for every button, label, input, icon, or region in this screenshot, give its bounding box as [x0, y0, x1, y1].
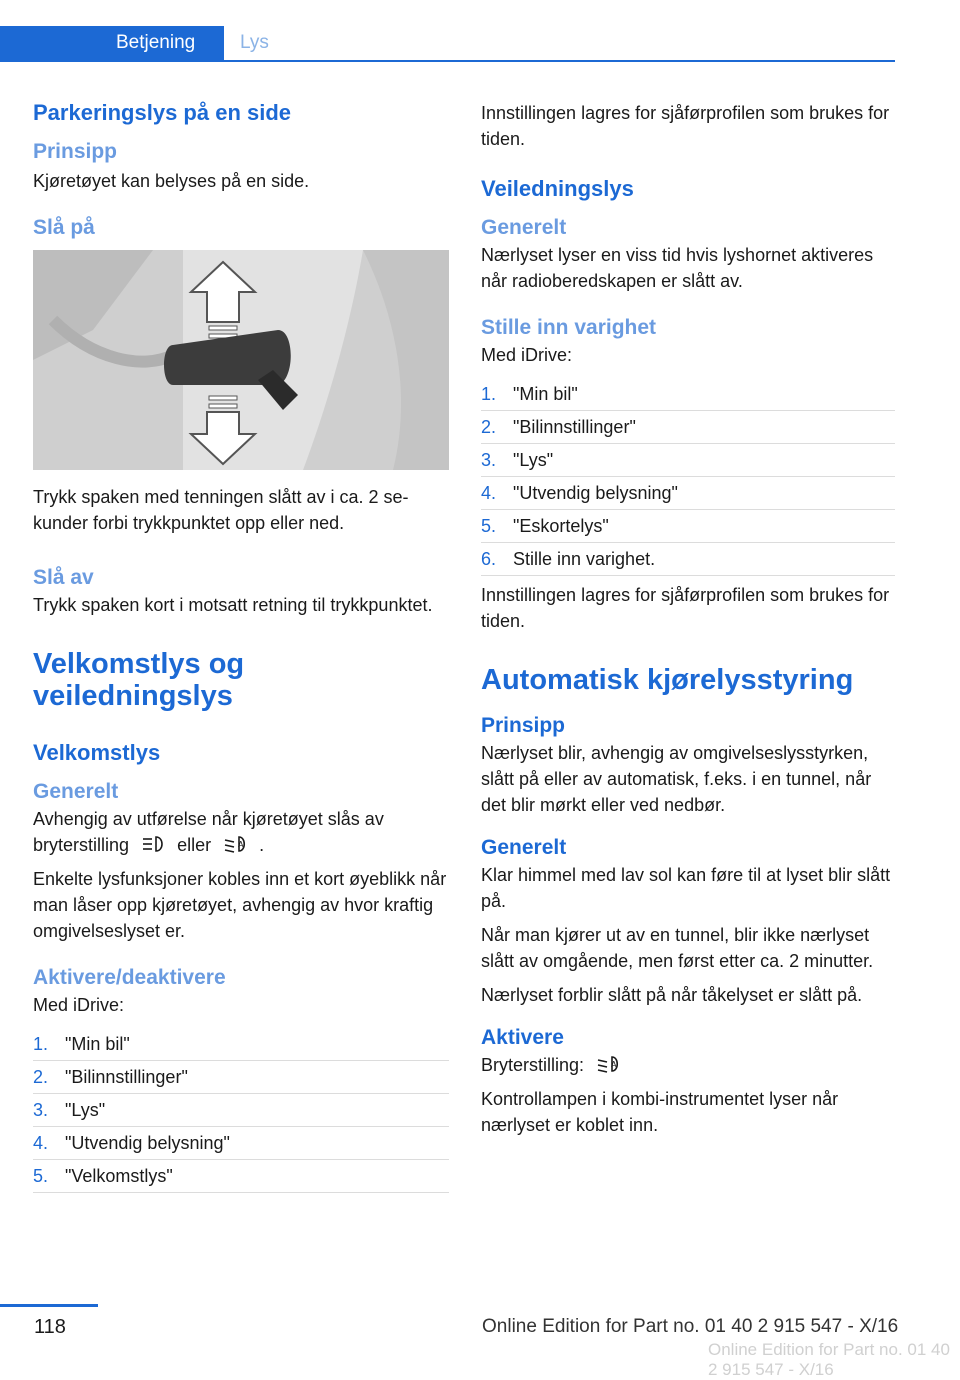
idrive-steps-velkomstlys [33, 1028, 449, 1193]
heading-prinsipp-auto: Prinsipp [481, 714, 566, 737]
parking-light-switch-icon [140, 834, 166, 854]
heading-automatisk-kjorelysstyring: Automatisk kjørelysstyring [481, 664, 854, 696]
left-column [33, 100, 449, 1199]
tab-betjening[interactable]: Betjening [0, 26, 224, 60]
text-generelt-a [33, 806, 449, 858]
text-med-idrive-right: Med iDrive: [481, 345, 573, 365]
heading-generelt-auto: Generelt [481, 836, 567, 859]
list-item: 4. "Utvendig belysning" [481, 477, 895, 510]
list-item: 5. "Velkomstlys" [33, 1160, 449, 1193]
auto-light-switch-icon [222, 834, 248, 854]
text-prinsipp-auto: Nærlyset blir, avhengig av omgivelseslysstyrken, slått på eller av automatisk, f.eks. i en tunnel, når det blir mørkt eller ved nedbør. [481, 743, 872, 815]
watermark: Online Edition for Part no. 01 40 2 915 547 - X/16 [708, 1340, 950, 1379]
stalk-illustration [33, 250, 449, 470]
right-column [481, 100, 895, 1146]
list-item: 1. "Min bil" [481, 378, 895, 411]
heading-stille-inn-varighet: Stille inn varighet [481, 316, 657, 339]
list-item: 1. "Min bil" [33, 1028, 449, 1061]
heading-aktivere: Aktivere [481, 1026, 564, 1049]
text-bryterstilling: Bryterstilling: A [481, 1052, 895, 1078]
idrive-steps-eskortelys [481, 378, 895, 576]
text-sla-av: Trykk spaken kort i motsatt retning til trykkpunktet. [33, 595, 433, 615]
text-lagres-2: Innstillingen lagres for sjåførprofilen som brukes for tiden. [481, 585, 890, 631]
list-item: 3. "Lys" [33, 1094, 449, 1127]
auto-light-switch-icon [595, 1054, 621, 1074]
heading-parkeringslys: Parkeringslys på en side [33, 100, 292, 125]
heading-veiledningslys: Veiledningslys [481, 176, 634, 201]
text-kontrollampen: Kontrollampen i kombi-instrumentet lyser når nærlyset er koblet inn. [481, 1089, 839, 1135]
text-prinsipp: Kjøretøyet kan belyses på en side. [33, 171, 310, 191]
footer-rule [0, 1304, 98, 1307]
edition-info: Online Edition for Part no. 01 40 2 915 547 - X/16 [482, 1316, 899, 1337]
heading-generelt-veiledning: Generelt [481, 216, 567, 239]
text-med-idrive: Med iDrive: [33, 995, 125, 1015]
svg-text:A: A [238, 840, 244, 849]
list-item: 4. "Utvendig belysning" [33, 1127, 449, 1160]
text-sla-pa: Trykk spaken med tenningen slått av i ca. 2 sekunder forbi trykkpunktet opp eller ned. [33, 487, 409, 533]
heading-velkomstlys: Velkomstlys [33, 740, 161, 765]
heading-velkomstlys-og-veiledningslys: Velkomstlys og veiledningslys [33, 648, 245, 712]
heading-prinsipp: Prinsipp [33, 140, 118, 163]
tab-lys[interactable]: Lys [240, 32, 269, 53]
text-generelt-dot: . [259, 835, 265, 855]
text-generelt-a-main: Avhengig av utførelse når kjøretøyet slås av bryterstilling [33, 809, 384, 855]
text-generelt-auto-b: Når man kjører ut av en tunnel, blir ikke nærlyset slått av omgående, men først etter ca. 2 minutter. [481, 925, 874, 971]
text-lagres-1: Innstillingen lagres for sjåførprofilen som brukes for tiden. [481, 103, 890, 149]
heading-aktivere-deaktivere: Aktivere/deaktivere [33, 966, 226, 989]
heading-sla-pa: Slå på [33, 216, 95, 239]
list-item: 5. "Eskortelys" [481, 510, 895, 543]
list-item: 3. "Lys" [481, 444, 895, 477]
list-item: 2. "Bilinnstillinger" [481, 411, 895, 444]
stalk-lever-photo [33, 250, 449, 470]
chapter-header [0, 26, 895, 62]
svg-text:A: A [611, 1060, 617, 1069]
heading-generelt: Generelt [33, 780, 119, 803]
list-item: 2. "Bilinnstillinger" [33, 1061, 449, 1094]
heading-sla-av: Slå av [33, 566, 94, 589]
page-number: 118 [34, 1316, 66, 1338]
text-generelt-veiledning: Nærlyset lyser en viss tid hvis lyshornet aktiveres når radioberedskapen er slått av. [481, 245, 874, 291]
text-generelt-auto-a: Klar himmel med lav sol kan føre til at lyset blir slått på. [481, 865, 891, 911]
text-generelt-auto-c: Nærlyset forblir slått på når tåkelyset er slått på. [481, 985, 863, 1005]
list-item: 6. Stille inn varighet. [481, 543, 895, 576]
text-generelt-b: Enkelte lysfunksjoner kobles inn et kort øyeblikk når man låser opp kjøretøyet, avhengig av hvor kraftig omgivelseslyset er. [33, 869, 447, 941]
text-generelt-eller: eller [177, 835, 212, 855]
